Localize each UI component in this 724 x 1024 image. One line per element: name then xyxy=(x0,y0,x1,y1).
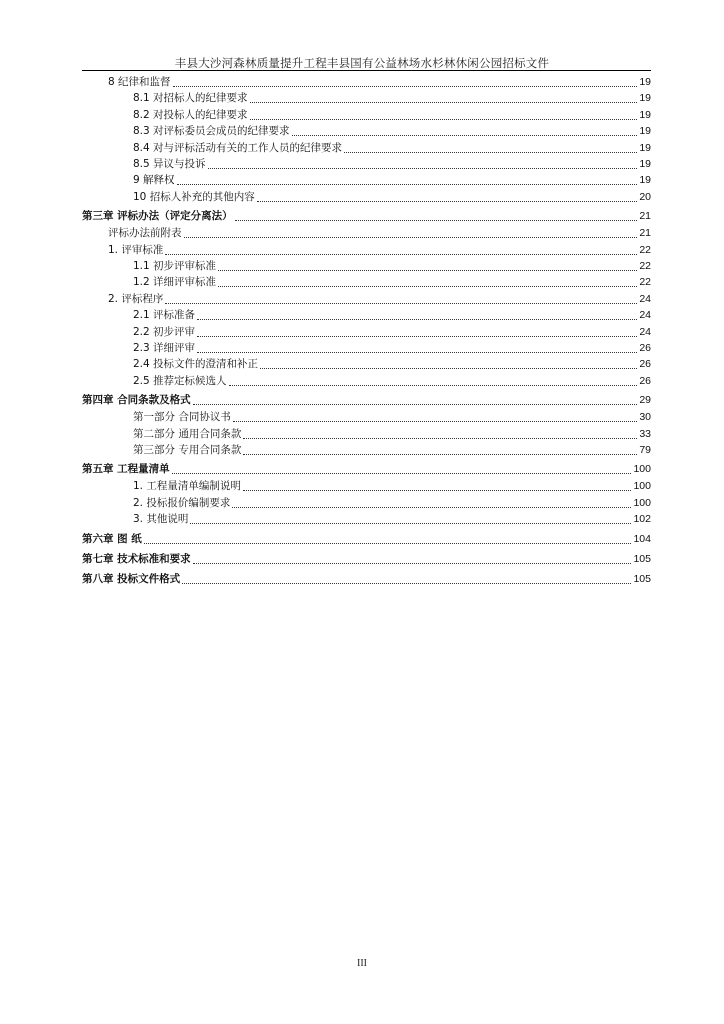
toc-entry-label: 第三章 评标办法（评定分离法） xyxy=(82,210,233,223)
toc-entry-page-number: 24 xyxy=(639,325,651,338)
toc-dot-leader xyxy=(292,135,638,136)
toc-entry-page-number: 22 xyxy=(639,260,651,272)
toc-dot-leader xyxy=(197,336,637,337)
toc-entry-page-number: 19 xyxy=(639,108,651,121)
toc-dot-leader xyxy=(184,237,638,238)
toc-entry-label: 1.2 详细评审标准 xyxy=(133,276,217,289)
toc-dot-leader xyxy=(232,507,631,508)
toc-entry-page-number: 100 xyxy=(633,463,651,476)
toc-entry-page-number: 102 xyxy=(633,513,651,526)
toc-entry[interactable] xyxy=(133,340,651,356)
page-number: III xyxy=(357,958,367,969)
toc-entry-label: 2.4 投标文件的澄清和补正 xyxy=(133,358,259,371)
toc-entry-page-number: 19 xyxy=(639,174,651,187)
toc-entry[interactable] xyxy=(133,307,651,323)
header-rule xyxy=(82,70,651,71)
toc-entry-label: 第八章 投标文件格式 xyxy=(82,572,181,585)
toc-entry-page-number: 104 xyxy=(633,532,651,545)
toc-entry-label: 1. 工程量清单编制说明 xyxy=(133,480,241,493)
toc-dot-leader xyxy=(260,368,637,369)
toc-entry-label: 第二部分 通用合同条款 xyxy=(133,427,242,440)
toc-entry-label: 第四章 合同条款及格式 xyxy=(82,394,191,407)
toc-entry-label: 第三部分 专用合同条款 xyxy=(133,444,242,456)
toc-entry[interactable] xyxy=(133,324,651,340)
toc-entry[interactable] xyxy=(133,356,651,372)
toc-entry[interactable] xyxy=(133,274,651,290)
toc-entry[interactable] xyxy=(133,123,651,139)
toc-entry-page-number: 21 xyxy=(639,210,651,223)
toc-dot-leader xyxy=(193,404,638,405)
toc-entry[interactable] xyxy=(133,140,651,156)
toc-dot-leader xyxy=(257,201,638,202)
toc-entry-page-number: 20 xyxy=(639,190,651,203)
toc-entry-page-number: 79 xyxy=(639,444,651,456)
toc-entry[interactable] xyxy=(133,478,651,494)
toc-entry-page-number: 29 xyxy=(639,394,651,407)
toc-entry-page-number: 33 xyxy=(639,427,651,440)
toc-entry-label: 评标办法前附表 xyxy=(108,227,182,240)
toc-entry-page-number: 100 xyxy=(633,480,651,493)
toc-dot-leader xyxy=(250,102,638,103)
toc-dot-leader xyxy=(173,86,638,87)
toc-entry[interactable] xyxy=(108,242,651,258)
toc-dot-leader xyxy=(190,523,631,524)
toc-dot-leader xyxy=(193,563,632,564)
toc-entry-label: 8.4 对与评标活动有关的工作人员的纪律要求 xyxy=(133,141,343,154)
toc-chapter-entry[interactable] xyxy=(82,551,651,567)
toc-entry-label: 2.2 初步评审 xyxy=(133,325,196,338)
toc-entry-page-number: 21 xyxy=(639,227,651,240)
toc-entry[interactable] xyxy=(133,258,651,274)
toc-entry-page-number: 105 xyxy=(633,552,651,565)
document-header-title: 丰县大沙河森林质量提升工程丰县国有公益林场水杉林休闲公园招标文件 xyxy=(174,56,550,70)
toc-entry-page-number: 22 xyxy=(639,243,651,256)
toc-entry[interactable] xyxy=(108,291,651,307)
toc-entry[interactable] xyxy=(133,426,651,442)
toc-entry[interactable] xyxy=(108,225,651,241)
toc-dot-leader xyxy=(243,454,637,455)
toc-dot-leader xyxy=(218,286,637,287)
toc-entry-label: 2.3 详细评审 xyxy=(133,342,196,354)
toc-dot-leader xyxy=(208,168,638,169)
toc-entry-label: 1.1 初步评审标准 xyxy=(133,260,217,272)
toc-dot-leader xyxy=(172,473,632,474)
toc-entry-label: 3. 其他说明 xyxy=(133,513,189,526)
toc-dot-leader xyxy=(344,152,637,153)
toc-entry-page-number: 22 xyxy=(639,276,651,289)
toc-chapter-entry[interactable] xyxy=(82,531,651,547)
toc-entry[interactable] xyxy=(133,409,651,425)
toc-entry-label: 10 招标人补充的其他内容 xyxy=(133,190,255,203)
toc-dot-leader xyxy=(218,270,637,271)
toc-chapter-entry[interactable] xyxy=(82,571,651,587)
toc-dot-leader xyxy=(144,543,632,544)
toc-entry-label: 2.5 推荐定标候选人 xyxy=(133,374,227,387)
toc-entry-page-number: 100 xyxy=(633,496,651,509)
toc-dot-leader xyxy=(177,184,638,185)
toc-chapter-entry[interactable] xyxy=(82,392,651,408)
toc-dot-leader xyxy=(165,254,637,255)
toc-entry-page-number: 105 xyxy=(633,572,651,585)
toc-dot-leader xyxy=(197,319,637,320)
toc-entry[interactable] xyxy=(133,107,651,123)
toc-entry-label: 8.1 对招标人的纪律要求 xyxy=(133,92,248,105)
toc-dot-leader xyxy=(243,438,637,439)
toc-dot-leader xyxy=(235,220,638,221)
toc-dot-leader xyxy=(250,119,638,120)
toc-entry-label: 第七章 技术标准和要求 xyxy=(82,552,191,565)
toc-entry-page-number: 30 xyxy=(639,411,651,424)
toc-entry[interactable] xyxy=(133,495,651,511)
toc-entry-label: 8 纪律和监督 xyxy=(108,76,171,88)
toc-entry-page-number: 24 xyxy=(639,309,651,322)
toc-entry-page-number: 26 xyxy=(639,374,651,387)
toc-entry-page-number: 19 xyxy=(639,92,651,105)
toc-dot-leader xyxy=(165,303,637,304)
toc-entry-page-number: 24 xyxy=(639,292,651,305)
toc-entry-label: 第一部分 合同协议书 xyxy=(133,411,231,424)
toc-entry-label: 第六章 图 纸 xyxy=(82,532,142,545)
toc-entry-page-number: 19 xyxy=(639,158,651,170)
toc-entry-page-number: 19 xyxy=(639,125,651,138)
toc-entry-label: 2. 评标程序 xyxy=(108,292,164,305)
toc-dot-leader xyxy=(197,352,637,353)
toc-dot-leader xyxy=(233,421,637,422)
toc-entry-page-number: 19 xyxy=(639,76,651,88)
toc-entry[interactable] xyxy=(108,74,651,90)
toc-entry-label: 第五章 工程量清单 xyxy=(82,463,170,476)
toc-entry[interactable] xyxy=(133,511,651,527)
toc-entry[interactable] xyxy=(133,172,651,188)
toc-entry-label: 2.1 评标准备 xyxy=(133,309,196,322)
toc-entry-label: 1. 评审标准 xyxy=(108,243,164,256)
toc-entry-page-number: 26 xyxy=(639,342,651,354)
toc-chapter-entry[interactable] xyxy=(82,461,651,477)
toc-entry-label: 9 解释权 xyxy=(133,174,175,187)
toc-entry-label: 2. 投标报价编制要求 xyxy=(133,496,231,509)
toc-entry-page-number: 19 xyxy=(639,141,651,154)
toc-entry-page-number: 26 xyxy=(639,358,651,371)
toc-entry[interactable] xyxy=(133,189,651,205)
toc-entry[interactable] xyxy=(133,373,651,389)
toc-dot-leader xyxy=(229,385,638,386)
toc-entry-label: 8.2 对投标人的纪律要求 xyxy=(133,108,248,121)
toc-chapter-entry[interactable] xyxy=(82,208,651,224)
toc-entry-label: 8.3 对评标委员会成员的纪律要求 xyxy=(133,125,290,138)
toc-entry-label: 8.5 异议与投诉 xyxy=(133,158,206,170)
toc-entry[interactable] xyxy=(133,442,651,458)
toc-dot-leader xyxy=(182,583,631,584)
toc-entry[interactable] xyxy=(133,156,651,172)
toc-dot-leader xyxy=(243,490,632,491)
toc-entry[interactable] xyxy=(133,90,651,106)
